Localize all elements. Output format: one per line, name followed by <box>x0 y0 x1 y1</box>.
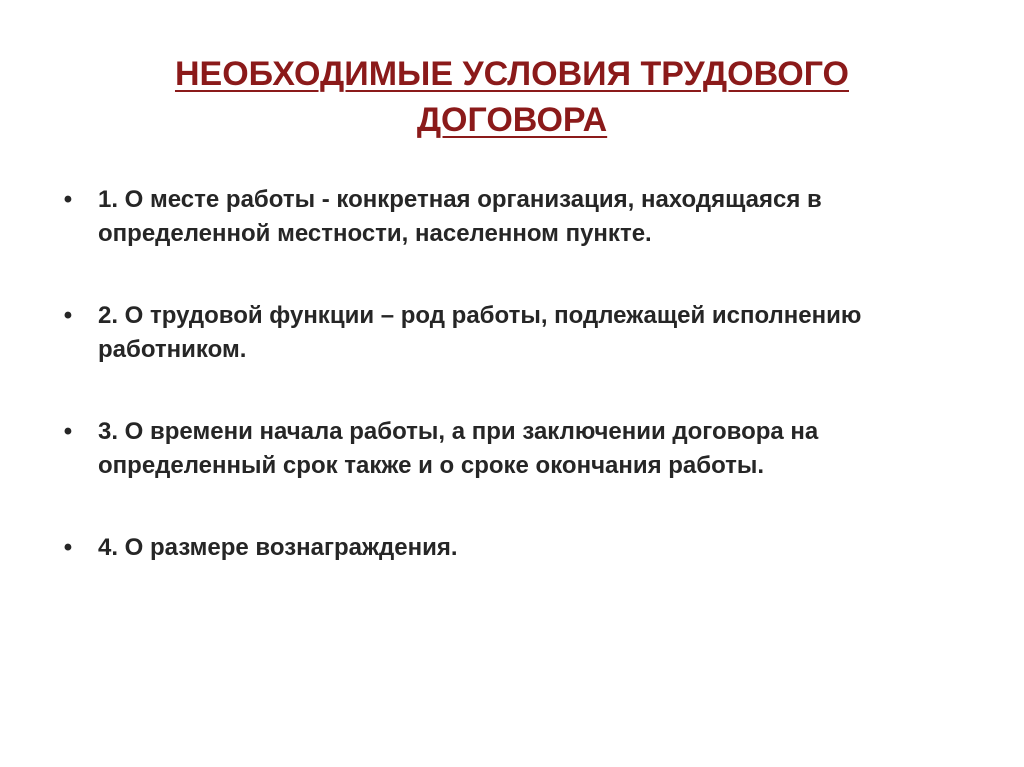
list-item-text: 1. О месте работы - конкретная организация, находящаяся в определенной местности, населенном пункте. <box>98 186 822 247</box>
list-item-text: 4. О размере вознаграждения. <box>98 534 458 561</box>
bullet-icon: • <box>63 418 73 445</box>
list-item <box>58 531 968 565</box>
list-item-text: 3. О времени начала работы, а при заключении договора на определенный срок также и о сроке окончания работы. <box>98 418 819 479</box>
list-item <box>58 183 968 251</box>
bullet-icon: • <box>63 302 73 329</box>
list-item <box>58 299 968 367</box>
title-line-1: НЕОБХОДИМЫЕ УСЛОВИЯ ТРУДОВОГО <box>174 55 849 93</box>
list-item <box>58 415 968 483</box>
bullet-icon: • <box>63 534 73 561</box>
bullet-icon: • <box>63 186 73 213</box>
conditions-list <box>58 183 968 565</box>
list-item-text: 2. О трудовой функции – род работы, подлежащей исполнению работником. <box>98 302 862 363</box>
page-title <box>60 51 964 143</box>
title-line-2: ДОГОВОРА <box>416 101 608 139</box>
